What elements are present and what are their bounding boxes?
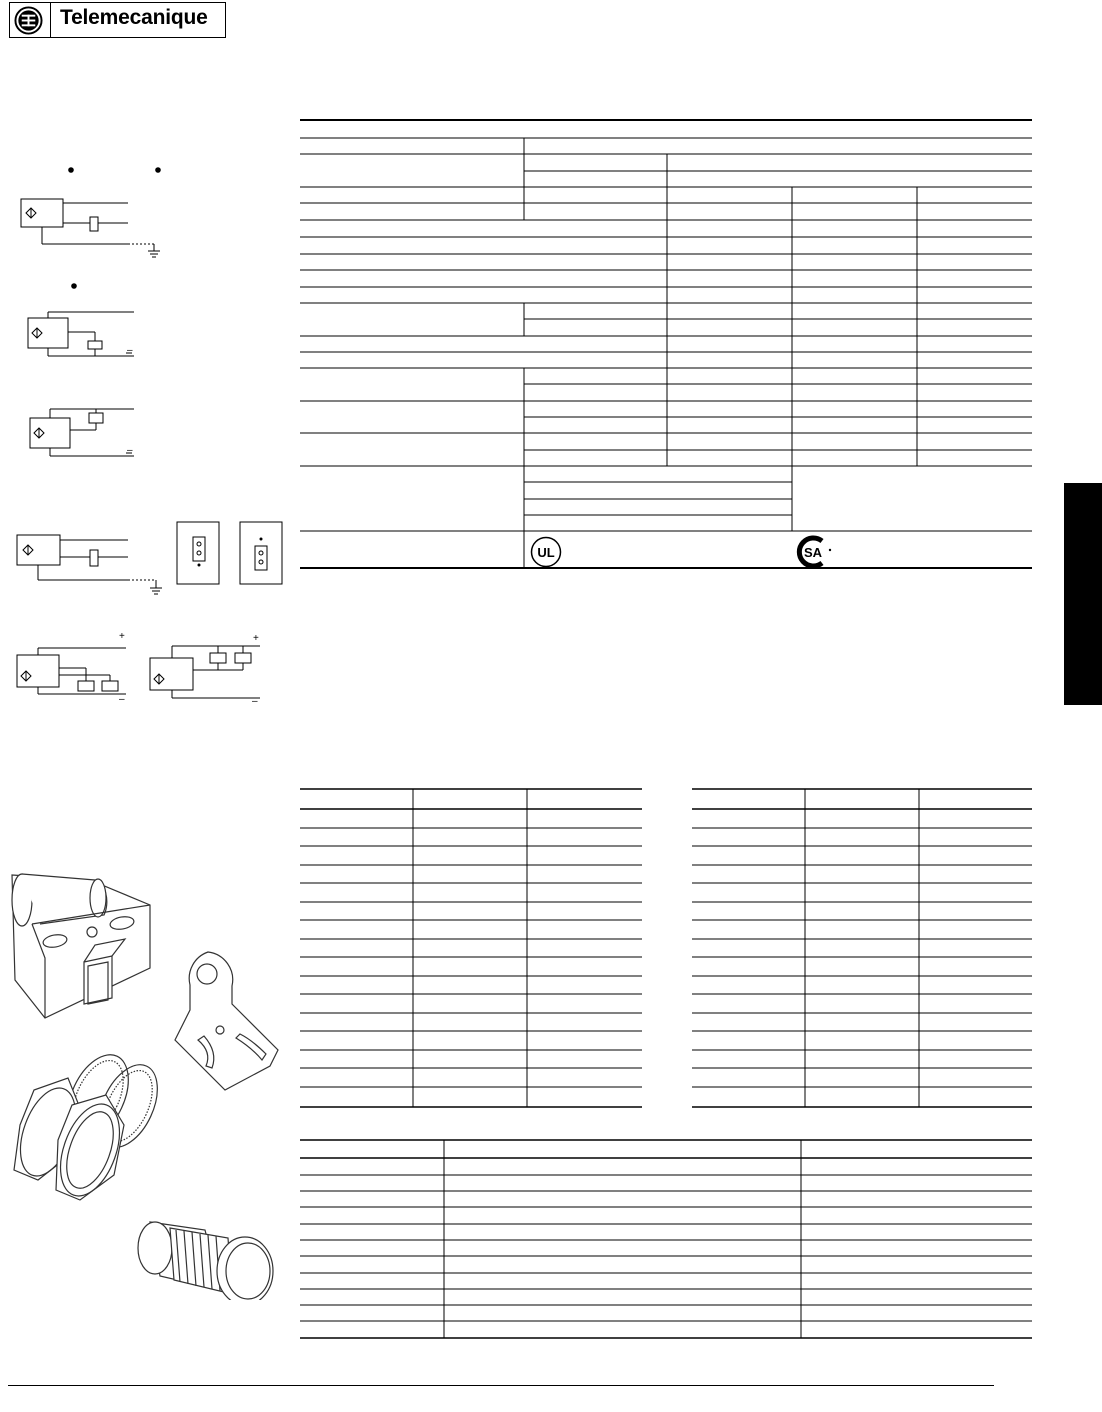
plus-sign: +	[253, 633, 259, 644]
nuts-and-washers-illustration	[10, 1045, 170, 1204]
accessories-table	[295, 1136, 1040, 1341]
ul-listed-icon	[530, 536, 562, 568]
minus-sign: –	[252, 696, 258, 707]
specification-table	[290, 115, 1040, 575]
csa-certified-icon	[796, 535, 834, 569]
plus-sign: +	[119, 631, 125, 642]
wiring-diagrams	[0, 150, 290, 720]
minus-sign: –	[119, 694, 125, 705]
ul-mark-text: UL	[537, 545, 555, 560]
threaded-sleeve-illustration	[138, 1222, 273, 1300]
right-table	[692, 789, 1032, 1107]
telemecanique-emblem-icon	[14, 6, 43, 35]
minus-sign: –	[127, 445, 133, 456]
brand-name: Telemecanique	[60, 6, 208, 29]
left-table	[300, 789, 642, 1107]
minus-sign: –	[127, 345, 133, 356]
dimension-tables	[295, 785, 1040, 1115]
mounting-bracket-illustration	[175, 952, 278, 1090]
footer-rule	[8, 1385, 994, 1386]
accessory-illustrations	[0, 870, 290, 1300]
section-tab	[1064, 483, 1102, 705]
brand-logo	[9, 2, 226, 38]
sensor-block-illustration	[12, 874, 150, 1018]
csa-mark-text: SA	[803, 545, 823, 560]
